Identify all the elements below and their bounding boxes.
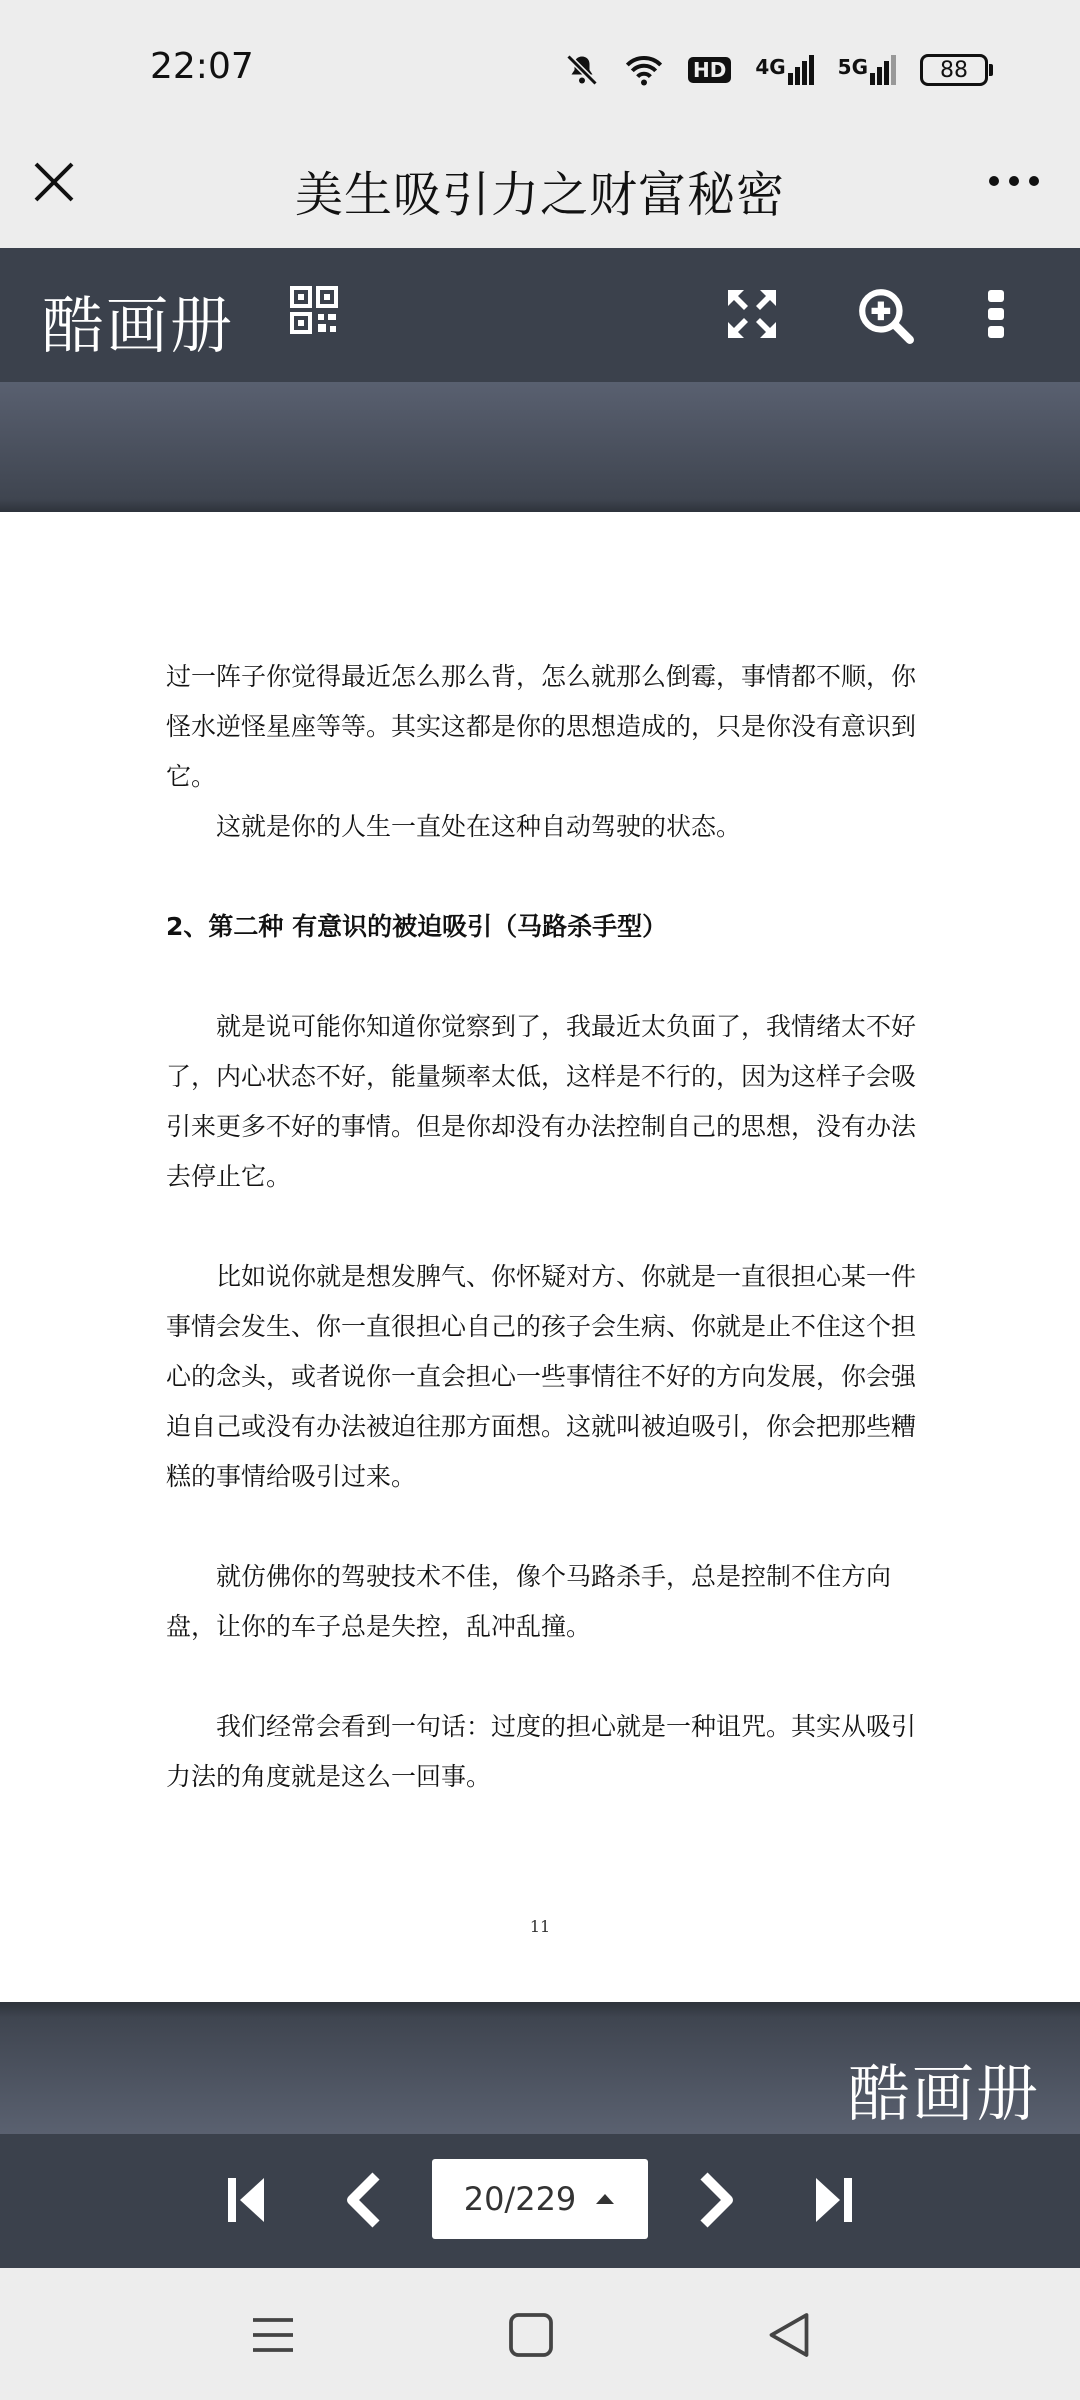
- system-nav-bar: [0, 2268, 1080, 2400]
- toolbar-shadow: [0, 382, 1080, 512]
- fullscreen-icon[interactable]: [724, 286, 780, 342]
- page-number: 11: [529, 1917, 551, 1936]
- brand-logo-bottom: 酷画册: [847, 2057, 1040, 2130]
- page-title: 美生吸引力之财富秘密: [294, 167, 785, 223]
- more-icon[interactable]: [984, 166, 1044, 196]
- signal-5g-label: 5G: [837, 55, 868, 79]
- status-time: 22:07: [150, 46, 254, 87]
- paragraph: 就是说可能你知道你觉察到了，我最近太负面了，我情绪太不好了，内心状态不好，能量频率太低，这样是不行的，因为这样子会吸引来更多不好的事情。但是你却没有办法控制自己的思想，没有办法去停止它。: [166, 1012, 917, 1191]
- page-indicator: 20/229: [463, 2180, 577, 2218]
- wifi-icon: [624, 53, 664, 87]
- paragraph: 过一阵子你觉得最近怎么那么背，怎么就那么倒霉，事情都不顺，你怪水逆怪星座等等。其实这都是你的思想造成的，只是你没有意识到它。: [166, 662, 917, 791]
- paragraph: 就仿佛你的驾驶技术不佳，像个马路杀手，总是控制不住方向盘，让你的车子总是失控，乱冲乱撞。: [166, 1562, 892, 1641]
- back-icon[interactable]: [764, 2310, 814, 2360]
- bell-muted-icon: [564, 52, 600, 88]
- paragraph: 比如说你就是想发脾气、你怀疑对方、你就是一直很担心某一件事情会发生、你一直很担心自己的孩子会生病、你就是止不住这个担心的念头，或者说你一直会担心一些事情往不好的方向发展，你会强迫自己或没有办法被迫往那方面想。这就叫被迫吸引，你会把那些糟糕的事情给吸引过来。: [166, 1262, 917, 1491]
- zoom-in-icon[interactable]: [856, 286, 914, 344]
- signal-5g-icon: [838, 55, 896, 85]
- first-page-icon[interactable]: [214, 2168, 278, 2232]
- signal-4g-icon: [755, 55, 813, 85]
- prev-page-icon[interactable]: [334, 2168, 398, 2232]
- qr-code-icon[interactable]: [290, 286, 338, 334]
- battery-indicator: [920, 54, 988, 86]
- document-content: [166, 652, 918, 1802]
- pager-bar: [0, 2134, 1080, 2268]
- bottom-brand-bar: [0, 2002, 1080, 2134]
- paragraph: 这就是你的人生一直处在这种自动驾驶的状态。: [216, 812, 742, 841]
- status-bar: [0, 0, 1080, 140]
- brand-logo: 酷画册: [42, 289, 235, 362]
- status-icons: [564, 52, 988, 88]
- last-page-icon[interactable]: [802, 2168, 866, 2232]
- battery-level: 88: [940, 57, 968, 83]
- kebab-menu-icon[interactable]: [986, 286, 1006, 342]
- next-page-icon[interactable]: [682, 2168, 746, 2232]
- document-page: [0, 512, 1080, 2002]
- home-icon[interactable]: [506, 2310, 556, 2360]
- hd-icon: HD: [688, 57, 731, 83]
- signal-4g-label: 4G: [755, 55, 786, 79]
- page-selector[interactable]: [432, 2159, 648, 2239]
- title-bar: [0, 140, 1080, 248]
- menu-icon[interactable]: [248, 2310, 298, 2360]
- paragraph: 我们经常会看到一句话：过度的担心就是一种诅咒。其实从吸引力法的角度就是这么一回事。: [166, 1712, 917, 1791]
- caret-up-icon: [594, 2192, 616, 2206]
- section-heading: 2、第二种 有意识的被迫吸引（马路杀手型）: [166, 912, 668, 941]
- app-toolbar: [0, 248, 1080, 382]
